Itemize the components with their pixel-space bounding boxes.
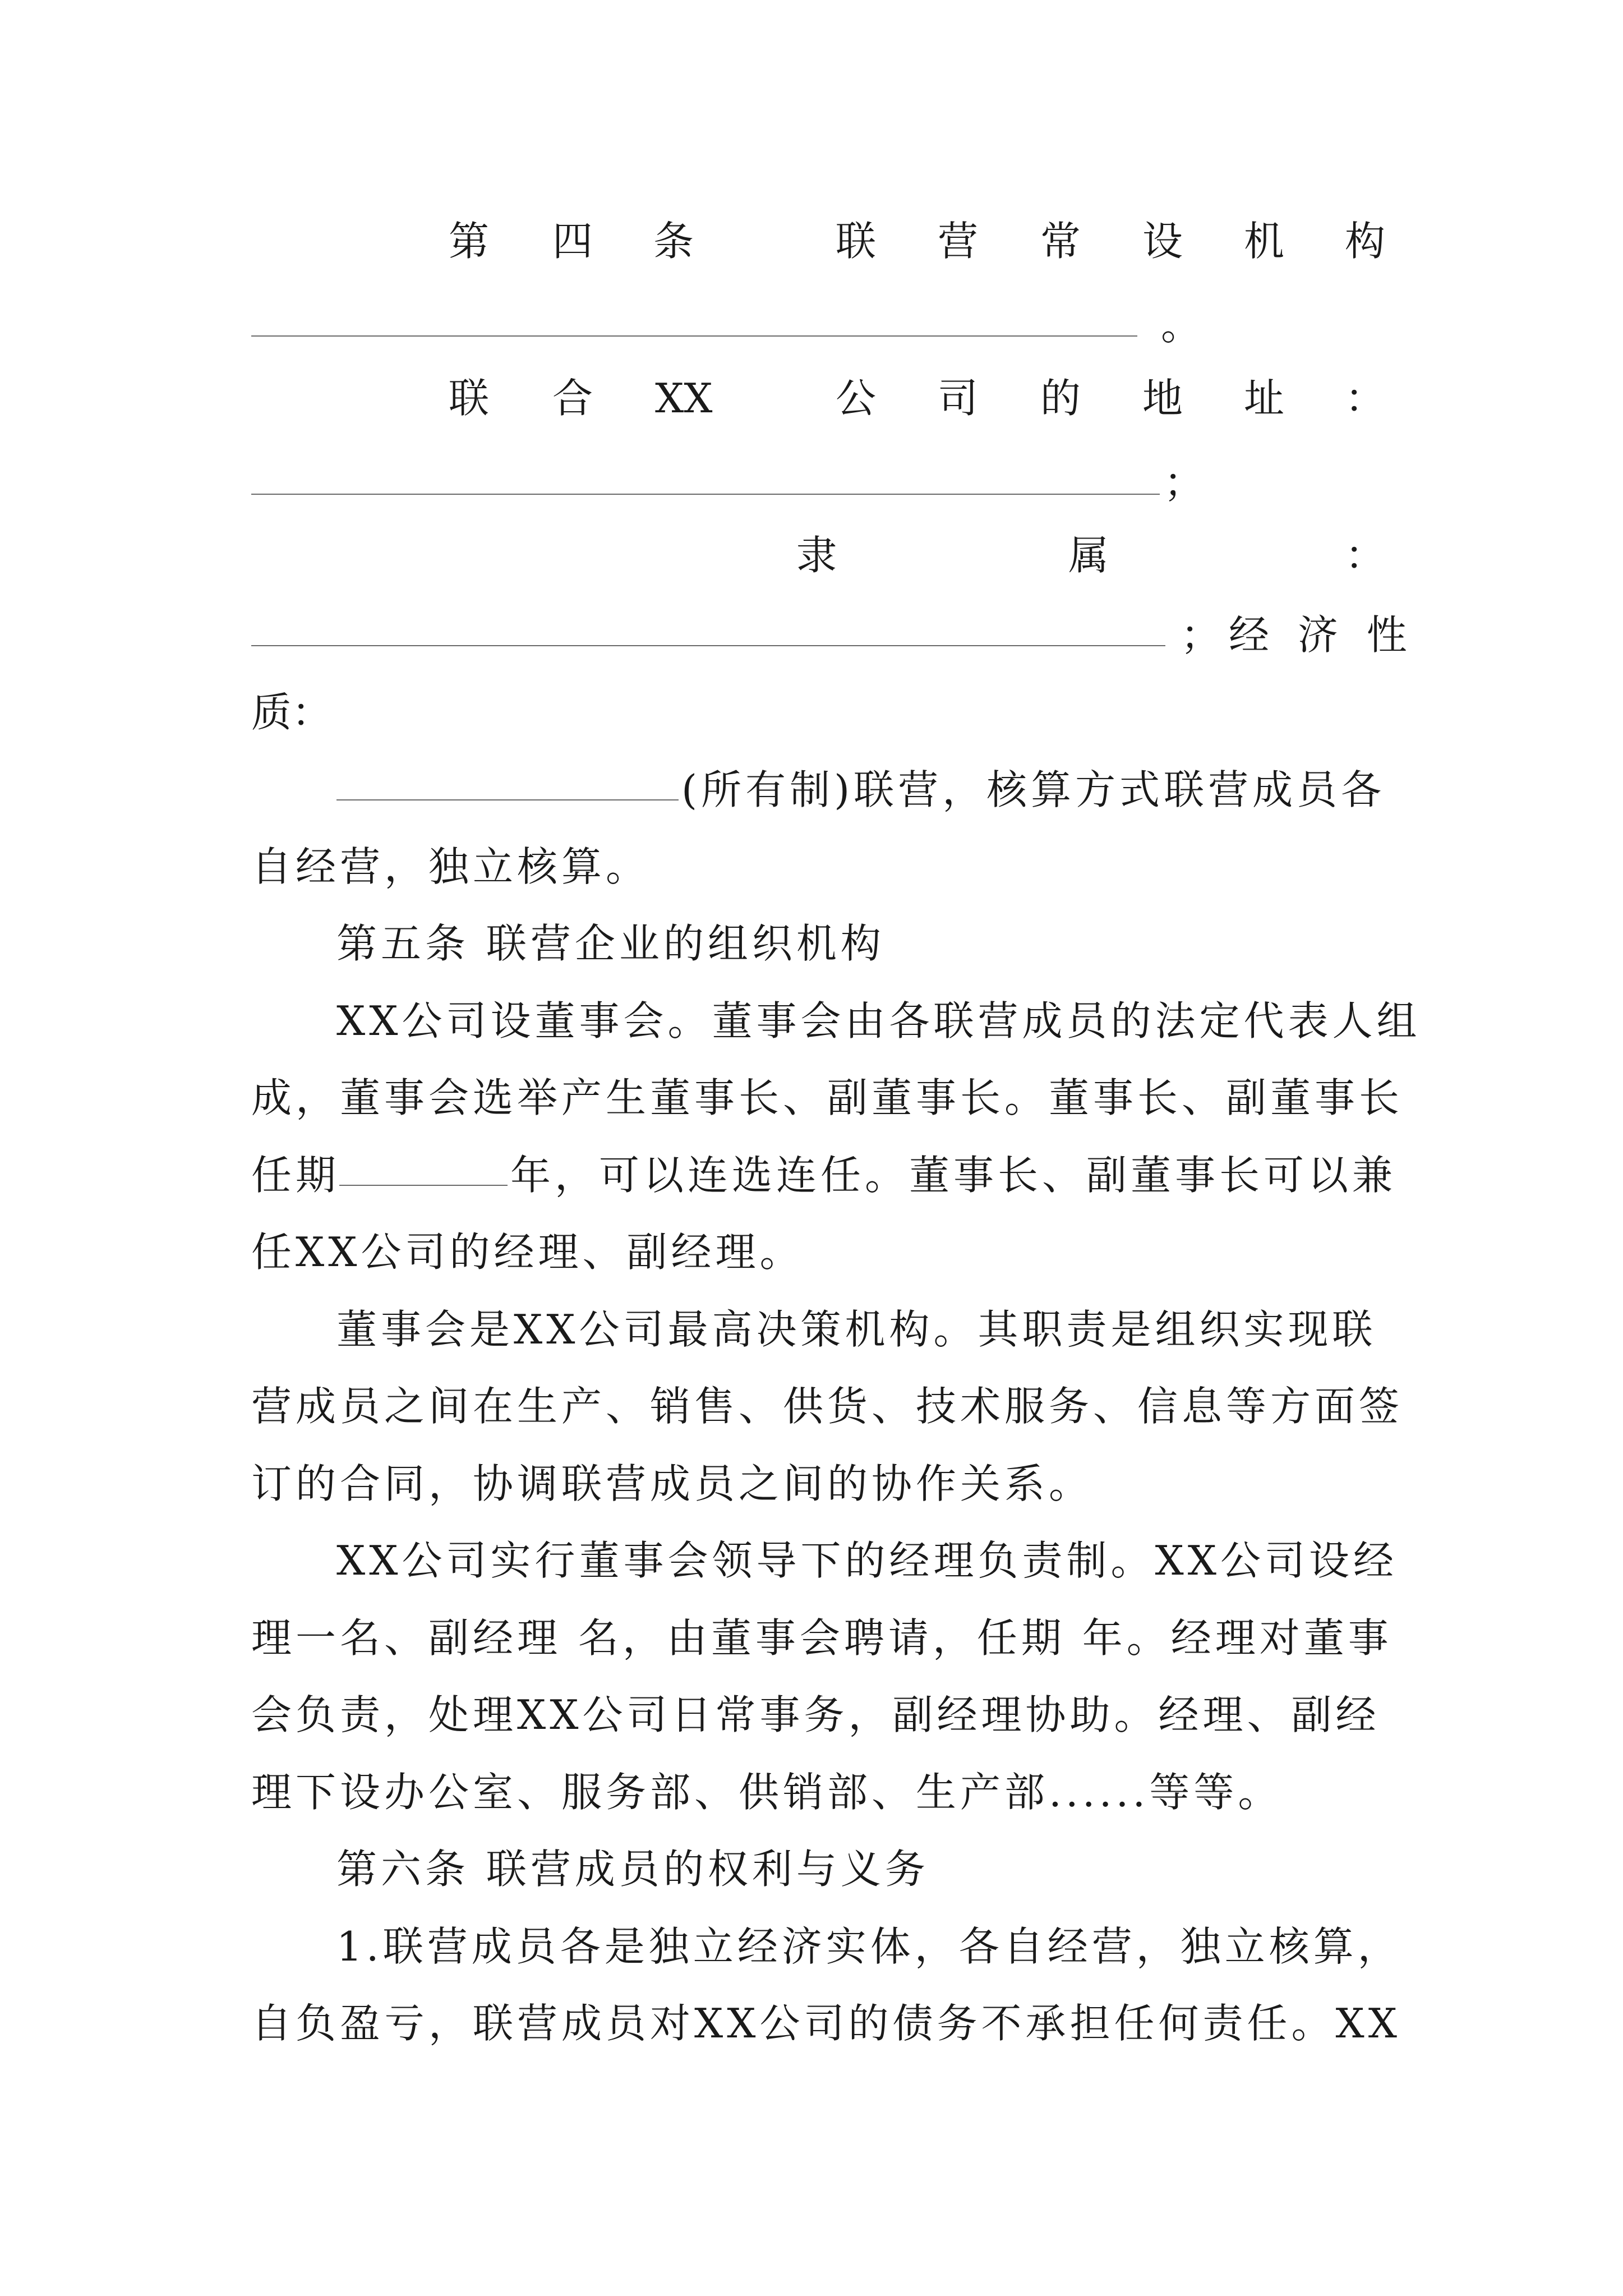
- heading-char: 机: [1244, 218, 1285, 265]
- heading-char: 构: [1345, 218, 1386, 265]
- article6-title: 第六条 联营成员的权利与义务: [336, 1846, 929, 1893]
- paragraph-line: XX公司实行董事会领导下的经理负责制。XX公司设经: [336, 1537, 1398, 1584]
- heading-char: 条: [653, 218, 694, 265]
- paragraph-line: 理一名、副经理 名，由董事会聘请，任期 年。经理对董事: [251, 1614, 1393, 1662]
- address-char: 址: [1244, 375, 1285, 422]
- fill-in-blank: [251, 645, 1165, 646]
- paragraph-line: 成，董事会选举产生董事长、副董事长。董事长、副董事长: [251, 1074, 1404, 1121]
- paragraph-line: 理下设办公室、服务部、供销部、生产部......等等。: [251, 1769, 1283, 1816]
- ownership-cont: 自经营，独立核算。: [251, 843, 651, 890]
- paragraph-line: 会负责，处理XX公司日常事务，副经理协助。经理、副经: [251, 1691, 1380, 1738]
- affiliation-tail: ；经 济 性: [1181, 611, 1415, 659]
- heading-char: 营: [938, 218, 979, 265]
- affiliation-char: ：: [1345, 532, 1386, 579]
- nature-label: 质：: [251, 689, 333, 736]
- fill-in-blank: [251, 335, 1137, 337]
- affiliation-char: 属: [1068, 532, 1109, 579]
- term-prefix: 任期: [251, 1152, 340, 1199]
- address-char: 司: [938, 375, 979, 422]
- affiliation-char: 隶: [796, 532, 837, 579]
- heading-char: 第: [449, 218, 490, 265]
- paragraph-line: 订的合同，协调联营成员之间的协作关系。: [251, 1460, 1094, 1507]
- paragraph-line: 营成员之间在生产、销售、供货、技术服务、信息等方面签: [251, 1383, 1404, 1430]
- address-char: 合: [552, 375, 593, 422]
- address-char: 公: [836, 375, 877, 422]
- address-char: XX: [655, 375, 713, 422]
- address-char: 地: [1142, 375, 1183, 422]
- fill-in-blank: [251, 494, 1160, 495]
- heading-char: 设: [1142, 218, 1183, 265]
- article5-title: 第五条 联营企业的组织机构: [336, 920, 885, 967]
- paragraph-line: XX公司设董事会。董事会由各联营成员的法定代表人组: [336, 997, 1421, 1045]
- paragraph-line: 自负盈亏，联营成员对XX公司的债务不承担任何责任。XX: [251, 2000, 1401, 2047]
- address-char: ：: [1345, 375, 1386, 422]
- address-char: 的: [1040, 375, 1081, 422]
- ownership-text: (所有制)联营，核算方式联营成员各: [681, 766, 1386, 813]
- heading-char: 常: [1040, 218, 1081, 265]
- address-char: 联: [449, 375, 490, 422]
- end-mark: 。: [1161, 302, 1202, 349]
- paragraph-line: 董事会是XX公司最高决策机构。其职责是组织实现联: [336, 1306, 1377, 1353]
- term-suffix: 年，可以连选连任。董事长、副董事长可以兼: [510, 1152, 1397, 1199]
- fill-in-blank: [336, 799, 679, 800]
- fill-in-blank: [339, 1185, 508, 1186]
- paragraph-line: 任XX公司的经理、副经理。: [251, 1228, 804, 1276]
- paragraph-line: 1.联营成员各是独立经济实体，各自经营，独立核算，: [336, 1923, 1402, 1970]
- heading-char: 四: [552, 218, 593, 265]
- heading-char: 联: [836, 218, 877, 265]
- end-mark: ；: [1164, 459, 1205, 506]
